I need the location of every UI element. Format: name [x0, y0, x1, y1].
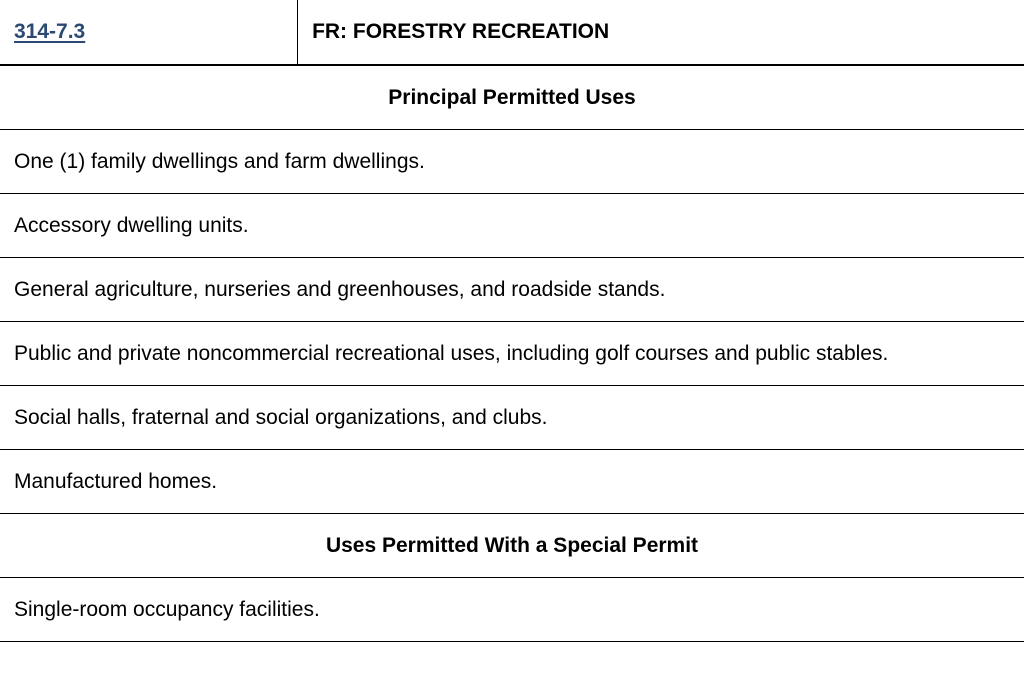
use-item: Social halls, fraternal and social organizations, and clubs. [0, 386, 1024, 450]
table-row [0, 578, 1024, 642]
section-heading-special-permit-uses: Uses Permitted With a Special Permit [0, 514, 1024, 578]
use-item: Single-room occupancy facilities. [0, 578, 1024, 642]
section-heading-row [0, 514, 1024, 578]
table-row [0, 386, 1024, 450]
table-row [0, 258, 1024, 322]
use-item: Manufactured homes. [0, 450, 1024, 514]
table-header-row [0, 0, 1024, 65]
use-item-cutoff [0, 642, 1024, 682]
section-code-cell [0, 0, 298, 65]
table-row [0, 194, 1024, 258]
section-code-link[interactable]: 314-7.3 [14, 20, 85, 43]
use-item: Public and private noncommercial recreational uses, including golf courses and public stables. [0, 322, 1024, 386]
table-row [0, 450, 1024, 514]
district-title: FR: FORESTRY RECREATION [298, 0, 1024, 65]
table-row [0, 130, 1024, 194]
table-row [0, 642, 1024, 682]
use-item: General agriculture, nurseries and greenhouses, and roadside stands. [0, 258, 1024, 322]
table-row [0, 322, 1024, 386]
use-item: Accessory dwelling units. [0, 194, 1024, 258]
section-heading-row [0, 65, 1024, 130]
section-heading-principal-permitted-uses: Principal Permitted Uses [0, 65, 1024, 130]
use-item: One (1) family dwellings and farm dwellings. [0, 130, 1024, 194]
